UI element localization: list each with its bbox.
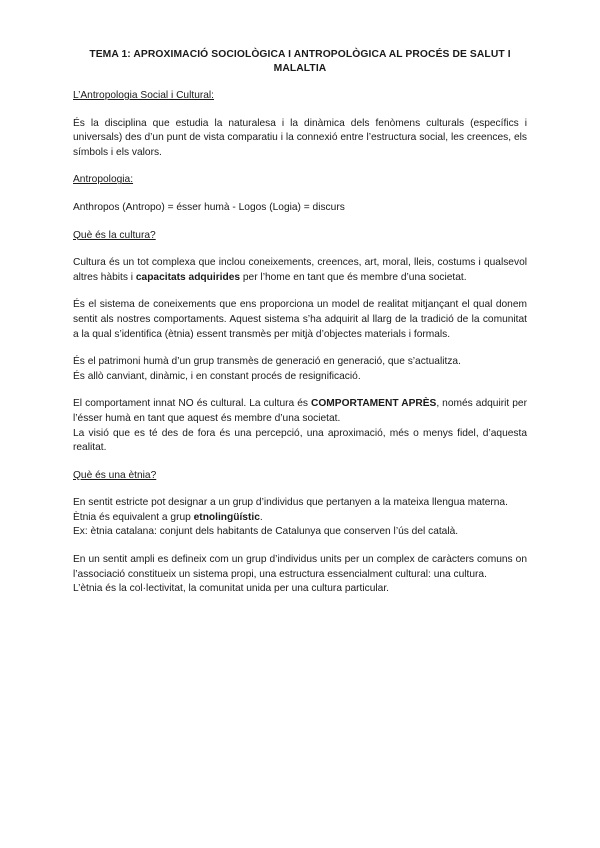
heading-antropologia-social: L’Antropologia Social i Cultural: — [73, 90, 215, 101]
paragraph-etnia-broad — [73, 553, 527, 597]
document-content — [73, 48, 527, 610]
paragraph-cultura-definition — [73, 256, 527, 285]
paragraph-cultura-system: És el sistema de coneixements que ens proporciona un model de realitat mitjançant el qual donem sentit als nostres comportaments. Aquest sistema s’ha adquirit al llarg de la tradició de la comunitat a la qual s’identifica (ètnia) essent transmès per mitjà d’objectes materials i formals. — [73, 299, 527, 340]
bold-comportament-apres: COMPORTAMENT APRÈS — [311, 398, 437, 410]
text-span: . — [259, 511, 263, 523]
paragraph-comportament — [73, 397, 527, 455]
text-span: El comportament innat NO és cultural. La cultura és — [73, 398, 312, 410]
heading-etnia: Què és una ètnia? — [73, 469, 157, 481]
line-canviant: És allò canviant, dinàmic, i en constant procés de resignificació. — [73, 370, 361, 382]
line-collectivitat: L’ètnia és la col·lectivitat, la comunitat unida per una cultura particular. — [73, 583, 389, 595]
paragraph-etnia-strict — [73, 496, 527, 540]
line-example: Ex: ètnia catalana: conjunt dels habitants de Catalunya que conserven l’ús del català. — [73, 526, 459, 538]
bold-capacitats-adquirides: capacitats adquirides — [135, 271, 241, 283]
document-title: TEMA 1: APROXIMACIÓ SOCIOLÒGICA I ANTROPOLÒGICA AL PROCÉS DE SALUT I MALALTIA — [89, 49, 511, 74]
line-etnia-broad: En un sentit ampli es defineix com un grup d’individus units per un complex de caràcters comuns on l’associació constitueix un sistema propi, una estructura essencialment cultural: una cultura. — [73, 554, 527, 580]
paragraph-etymology: Anthropos (Antropo) = ésser humà - Logos (Logia) = discurs — [73, 201, 345, 213]
line-visio: La visió que es té des de fora és una percepció, una aproximació, més o menys fidel, d’aquesta realitat. — [73, 427, 527, 454]
heading-cultura: Què és la cultura? — [73, 229, 156, 241]
text-span: Cultura és un tot complexa que inclou coneixements, creences, art, moral, lleis, costums i qualsevol altres hàbits i — [73, 257, 527, 283]
paragraph-cultura-patrimoni — [73, 355, 527, 384]
line-patrimoni: És el patrimoni humà d’un grup transmès de generació en generació, que s’actualitza. — [73, 356, 461, 368]
line-etnia-strict: En sentit estricte pot designar a un grup d’individus que pertanyen a la mateixa llengua materna. — [73, 497, 508, 509]
paragraph-antropologia-social: És la disciplina que estudia la naturalesa i la dinàmica dels fenòmens culturals (específics i universals) des d’un punt de vista comparatiu i la connexió entre l’estructura social, les creences, els símbols i els valors. — [73, 117, 527, 158]
heading-antropologia: Antropologia: — [73, 174, 134, 186]
line-comportament — [73, 397, 527, 426]
line-etnolinguistic — [73, 511, 527, 526]
bold-etnolinguistic: etnolingüístic — [193, 511, 260, 523]
text-span: Ètnia és equivalent a grup — [73, 511, 194, 523]
text-span: per l’home en tant que és membre d’una societat. — [240, 271, 467, 283]
text-span: , només adquirit per l’ésser humà en tant que aquest és membre d’una societat. — [73, 398, 527, 424]
